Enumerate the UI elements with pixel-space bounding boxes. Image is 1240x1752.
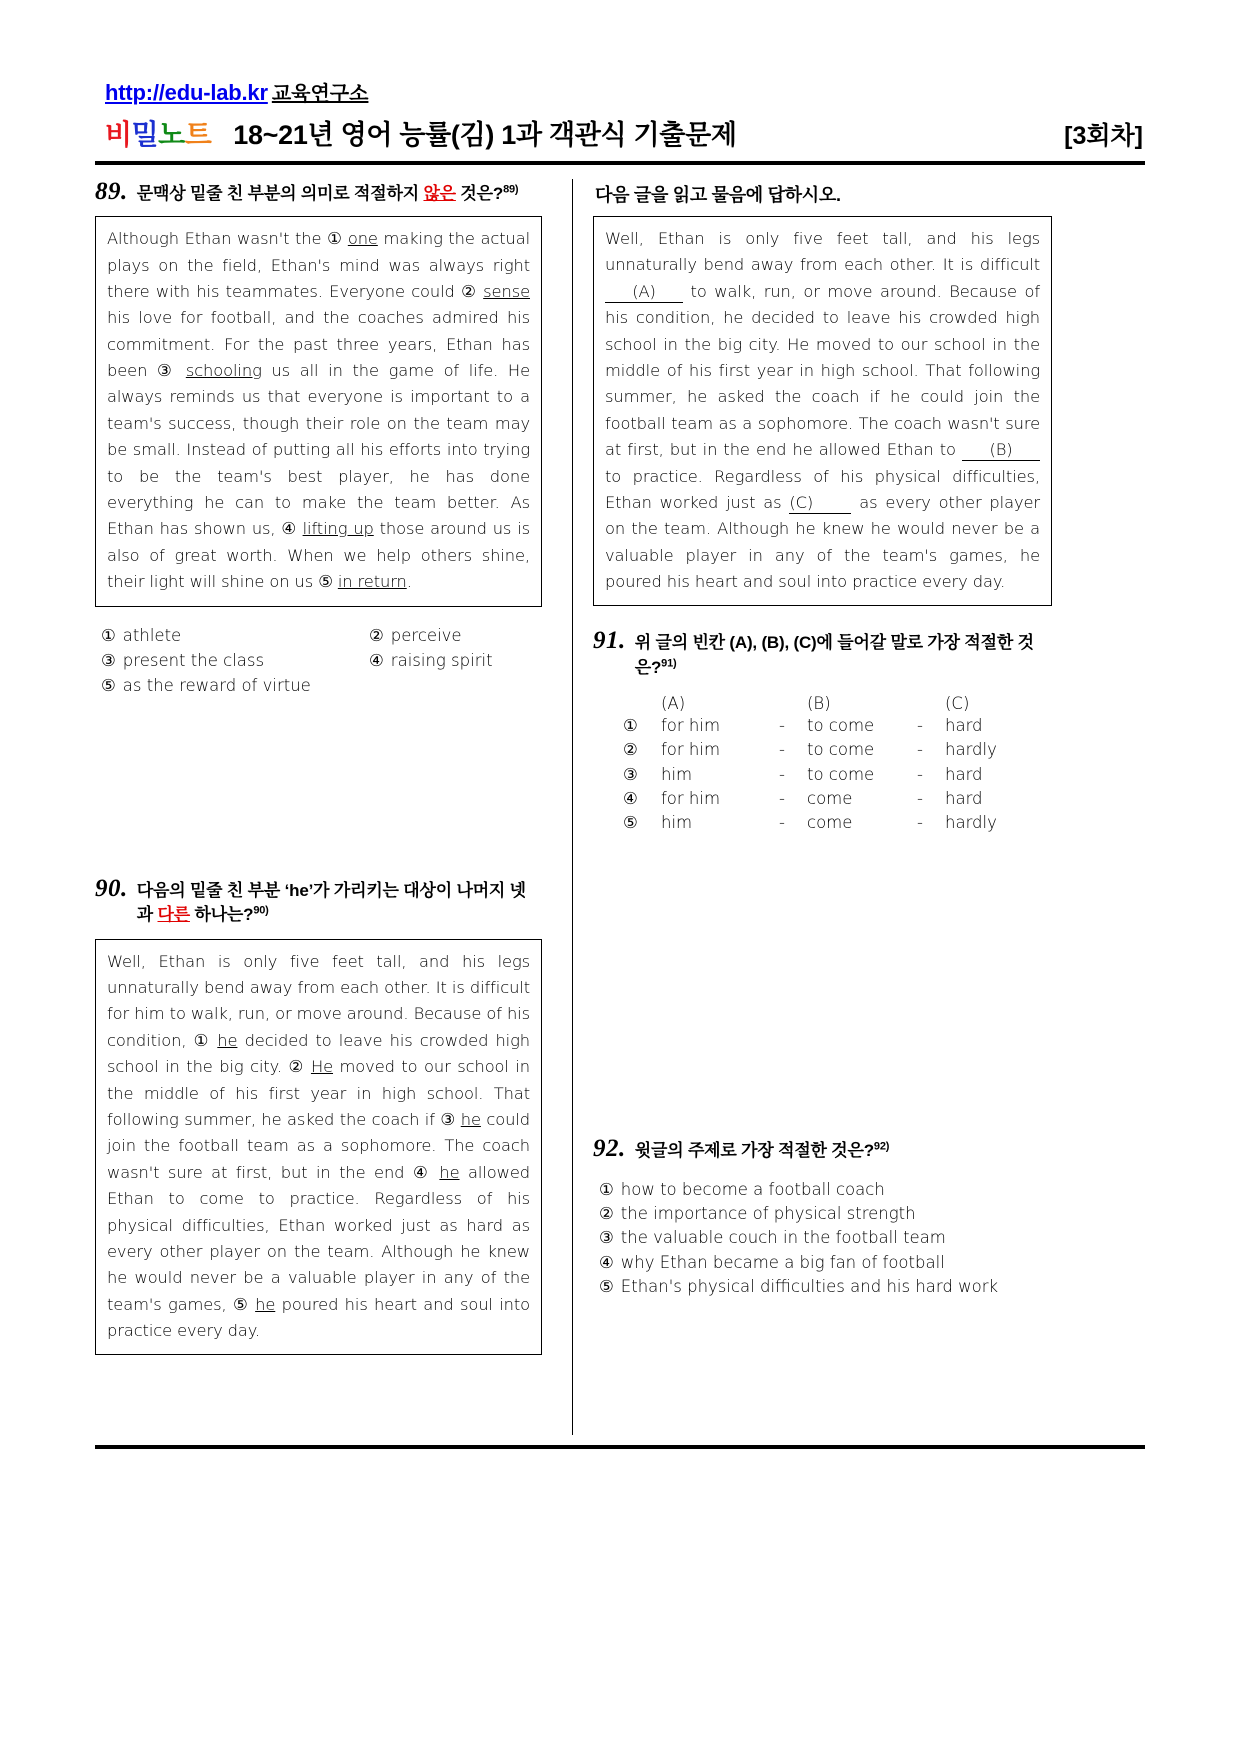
question-89-passage [95,216,542,606]
footer-divider [95,1445,1145,1449]
q89-choice-4[interactable] [369,649,542,673]
q91-choice-1-mark: ① [623,715,638,735]
q90-text-3: moved to our school in the middle of his first year in high school. That following summer, he asked the coach if [107,1057,531,1129]
shared-text-1: Well, Ethan is only five feet tall, and his legs unnaturally bend away from each other. It is difficult [605,229,1040,275]
q91-choice-3-c: hard [945,764,983,784]
q89-choice-2-label: perceive [390,625,462,645]
q91-head-a: (A) [661,693,686,713]
q91-choice-2-a: for him [661,740,721,760]
q89-footnote: 89) [503,183,519,196]
q91-choice-1[interactable] [623,714,1052,738]
blank-a: (A) [605,282,683,303]
q91-choice-5-dash-1: - [779,813,785,833]
q91-choice-1-c: hard [945,715,983,735]
q91-choice-1-a: for him [661,715,721,735]
q90-prompt-part-b: 가 가리키는 대상이 나머지 넷과 [136,881,526,925]
q90-text-1: Well, Ethan is only five feet tall, and his legs unnaturally bend away from each other. It is difficult for him to walk, run, or move around. Because of his condition, [107,951,530,1050]
question-92-number: 92. [593,1134,626,1162]
q90-prompt-part-c: 하나는? [189,905,254,925]
q92-choice-1-label: how to become a football coach [620,1179,885,1199]
brand-char-3: 노 [158,119,185,150]
q92-choice-2-label: the importance of physical strength [620,1204,916,1224]
q91-choice-5[interactable] [623,811,1052,835]
q91-head-dash-2 [917,694,945,713]
brand-logo [105,113,211,153]
q89-choice-4-mark: ④ [369,650,384,670]
q91-choice-4-c: hard [945,788,983,808]
q91-choice-2-dash-2: - [917,740,923,760]
q92-choice-2[interactable] [599,1202,1052,1226]
q91-choice-1-b: to come [807,715,875,735]
q91-choice-4-b: come [807,788,853,808]
column-divider [572,179,573,1435]
question-89-number: 89. [95,178,128,205]
q89-choice-1-label: athlete [122,625,182,645]
q92-choice-3-mark: ③ [599,1228,614,1248]
q89-choice-2[interactable] [369,624,542,648]
q89-choice-5-mark: ⑤ [101,676,116,696]
question-89-heading [95,179,542,206]
q89-marker-3: ③ [157,361,177,381]
q90-marker-3: ③ [440,1109,456,1129]
q91-choice-5-mark: ⑤ [623,813,638,833]
q91-head-b: (B) [807,693,831,713]
q90-prompt-quoted: ‘he’ [284,881,314,901]
question-92-choices [599,1178,1052,1299]
site-org-name: 교육연구소 [271,83,369,105]
site-header [105,82,1145,104]
q90-underline-4: he [439,1162,460,1182]
blank-c: (C) [789,493,851,514]
q91-choice-1-dash-1: - [779,715,785,735]
q90-underline-5: he [255,1294,276,1314]
q90-footnote: 90) [253,904,269,917]
q89-choice-5-label: as the reward of virtue [122,676,311,696]
brand-char-2: 밀 [131,119,159,150]
q89-prompt-part-b: 것은? [455,184,504,203]
q92-choice-1-mark: ① [599,1179,614,1199]
q91-choice-4-a: for him [661,788,721,808]
q89-choice-2-mark: ② [369,625,384,645]
q92-choice-3-label: the valuable couch in the football team [620,1228,946,1248]
q89-text-5: those around us is also of great worth. When we help others shine, their light will shine on us [107,519,530,592]
q92-prompt-text: 윗글의 주제로 가장 적절한 것은? [634,1140,874,1160]
q91-choice-3-dash-2: - [917,764,923,784]
brand-char-4: 트 [184,119,212,150]
q90-text-2: decided to leave his crowded high school in the big city. [107,1030,530,1077]
q91-choice-3[interactable] [623,763,1052,787]
q89-underline-5: in return [337,572,407,592]
left-column [95,179,560,1435]
q89-marker-5: ⑤ [318,572,333,592]
q91-choice-3-mark: ③ [623,764,638,784]
q90-text-6: poured his heart and soul into practice every day. [107,1294,530,1341]
q89-underline-4: lifting up [302,519,374,539]
brand-char-1: 비 [105,119,132,150]
q92-choice-5-mark: ⑤ [599,1276,614,1296]
q92-choice-2-mark: ② [599,1204,614,1224]
q89-marker-2: ② [461,281,477,301]
q89-choice-3-label: present the class [122,650,265,670]
q92-choice-4[interactable] [599,1251,1052,1275]
question-91-prompt [635,628,1052,679]
q90-marker-1: ① [193,1030,211,1050]
q92-choice-5[interactable] [599,1275,1052,1299]
q89-underline-3: schooling [185,361,262,381]
q92-choice-1[interactable] [599,1178,1052,1202]
q89-marker-1: ① [327,229,343,249]
question-91-heading [593,628,1052,679]
q92-footnote: 92) [873,1140,890,1153]
shared-text-3: to practice. Regardless of his physical difficulties, Ethan worked just as [605,466,1040,512]
q90-underline-3: he [460,1109,481,1129]
q89-text-2: making the actual plays on the field, Ethan's mind was always right there with his teammates. Everyone could [107,229,531,301]
q92-choice-5-label: Ethan's physical difficulties and his hard work [620,1276,999,1296]
q91-choice-3-dash-1: - [779,764,785,784]
q89-text-3: his love for football, and the coaches admired his commitment. For the past three years, Ethan has been [107,308,530,381]
q92-choice-3[interactable] [599,1226,1052,1250]
page-title: 18~21년 영어 능률(김) 1과 객관식 기출문제 [233,120,737,150]
shared-text-2: to walk, run, or move around. Because of his condition, he decided to leave his crowded high school in the big city. He moved to our school in the middle of his first year in high school. That following summer, he asked the coach if he could join the football team as a sophomore. The coach wasn't sure at first, but in the end he allowed Ethan to [605,281,1040,460]
q91-choice-5-dash-2: - [917,813,923,833]
q89-prompt-negative: 않은 [423,184,456,203]
q91-choice-2-mark: ② [623,740,638,760]
q91-choice-3-a: him [661,764,693,784]
q91-prompt-text: 위 글의 빈칸 (A), (B), (C)에 들어갈 말로 가장 적절한 것은? [634,633,1034,677]
q90-underline-2: He [310,1057,334,1077]
q91-choice-4[interactable] [623,787,1052,811]
right-column [587,179,1052,1435]
q89-choice-3[interactable] [101,649,369,673]
q91-choice-2-c: hardly [945,740,997,760]
q91-choice-5-c: hardly [945,813,997,833]
q91-footnote: 91) [661,656,677,669]
blank-b: (B) [962,440,1040,461]
site-url-link[interactable]: http://edu-lab.kr [105,80,268,105]
q89-prompt-part-a: 문맥상 밑줄 친 부분의 의미로 적절하지 [136,184,424,203]
q89-text-1: Although Ethan wasn't the [107,229,328,249]
reading-instruction: 다음 글을 읽고 물음에 답하시오. [595,185,841,205]
round-badge: [3회차] [1064,122,1143,150]
question-92-prompt [635,1136,889,1163]
q91-choice-1-dash-2: - [917,715,923,735]
q89-underline-2: sense [483,281,530,301]
q91-column-headers [623,694,1052,713]
q91-choice-4-mark: ④ [623,788,638,808]
q91-choice-4-dash-1: - [779,788,785,808]
q89-choice-4-label: raising spirit [390,650,493,670]
q90-prompt-part-a: 다음의 밑줄 친 부분 [136,881,285,901]
q90-text-4: could join the football team as a sophomore. The coach wasn't sure at first, but in the end [107,1109,530,1182]
q89-choice-1[interactable] [101,624,369,648]
q90-marker-4: ④ [412,1162,431,1182]
spacer-before-q92 [593,836,1052,1136]
q89-text-4: us all in the game of life. He always reminds us that everyone is important to a team's success, though their role on the team may be small. Instead of putting all his efforts into trying to be the team's best player, he has done everything he can to make the team better. As Ethan has shown us, [107,361,530,539]
two-column-body [95,179,1145,1435]
question-90-prompt [137,876,542,927]
q89-choice-3-mark: ③ [101,650,116,670]
q90-marker-2: ② [288,1057,305,1077]
question-90-passage [95,939,542,1356]
q91-head-spacer [623,694,661,713]
header-divider [95,161,1145,165]
q89-marker-4: ④ [281,519,297,539]
q91-head-dash-1 [779,694,807,713]
q91-choice-2[interactable] [623,738,1052,762]
q92-choice-4-mark: ④ [599,1252,614,1272]
q91-choice-2-b: to come [807,740,875,760]
q89-choice-1-mark: ① [101,625,116,645]
q89-choice-5[interactable] [101,674,369,698]
q89-text-6: . [406,572,412,592]
question-90-number: 90. [95,875,128,903]
question-92-heading [593,1136,1052,1163]
q90-marker-5: ⑤ [232,1294,249,1314]
q91-choice-5-a: him [661,813,693,833]
q90-prompt-negative: 다른 [157,905,190,925]
q90-underline-1: he [217,1030,238,1050]
q91-choice-4-dash-2: - [917,788,923,808]
shared-text-4: as every other player on the team. Although he knew he would never be a valuable player in any of the team's games, he poured his heart and soul into practice every day. [605,492,1040,592]
spacer-before-q90 [95,698,542,876]
q89-underline-1: one [347,229,378,249]
q91-choice-2-dash-1: - [779,740,785,760]
question-91-number: 91. [593,627,626,655]
shared-reading-passage [593,216,1052,606]
q91-choice-3-b: to come [807,764,875,784]
title-row [105,113,1145,153]
question-89-prompt [137,179,519,206]
q92-choice-4-label: why Ethan became a big fan of football [620,1252,945,1272]
q90-text-5: allowed Ethan to come to practice. Regardless of his physical difficulties, Ethan worked just as hard as every other player on the team. Although he knew he would never be a valuable player in any of the team's games, [107,1162,530,1314]
q91-choice-5-b: come [807,813,853,833]
question-89-choices [101,624,542,699]
q91-head-c: (C) [945,693,970,713]
question-90-heading [95,876,542,927]
